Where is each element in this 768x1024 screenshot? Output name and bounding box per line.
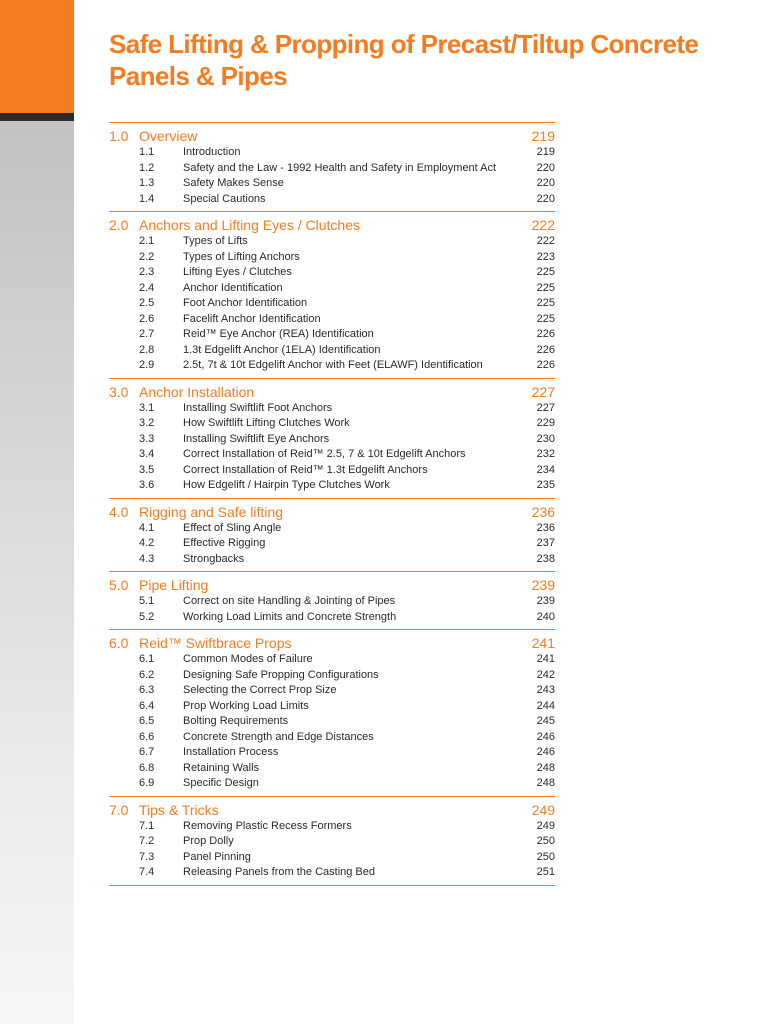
toc-entry-label: Correct on site Handling & Jointing of Pipes xyxy=(183,595,396,607)
toc-entry-number: 6.2 xyxy=(139,668,155,681)
toc-section-page: 219 xyxy=(531,128,555,144)
toc-entry[interactable] xyxy=(109,683,555,699)
toc-section-label: Reid™ Swiftbrace Props xyxy=(139,635,292,651)
toc-entry-label: 1.3t Edgelift Anchor (1ELA) Identification xyxy=(183,343,381,356)
toc-entry-label: Installation Process xyxy=(183,746,279,758)
toc-section-heading[interactable] xyxy=(109,216,555,234)
toc-entry[interactable] xyxy=(109,416,555,432)
toc-entry-label: Strongbacks xyxy=(183,552,245,565)
toc-section-page: 227 xyxy=(531,383,555,400)
toc-entry-number: 2.2 xyxy=(139,250,155,263)
toc-entry-page: 250 xyxy=(536,835,555,847)
toc-section-heading[interactable] xyxy=(109,383,555,401)
toc-section xyxy=(109,629,555,796)
toc-entry[interactable] xyxy=(109,776,555,792)
toc-entry-page: 223 xyxy=(536,250,555,263)
toc-entry-number: 2.3 xyxy=(139,266,155,278)
toc-entry-number: 6.3 xyxy=(139,684,155,696)
toc-entry[interactable] xyxy=(109,745,555,761)
toc-entry-number: 7.1 xyxy=(139,819,155,832)
toc-entry-page: 225 xyxy=(536,281,555,294)
toc-entry-label: 2.5t, 7t & 10t Edgelift Anchor with Feet (ELAWF) Identification xyxy=(183,359,483,371)
toc-entry-page: 225 xyxy=(536,297,555,309)
toc-entry-page: 245 xyxy=(536,715,555,727)
toc-section-label: Overview xyxy=(139,128,198,144)
toc-entry-number: 2.1 xyxy=(139,235,155,247)
toc-entry-label: Installing Swiftlift Foot Anchors xyxy=(183,401,333,414)
toc-entry-number: 6.8 xyxy=(139,761,155,774)
sidebar-gray-panel xyxy=(0,121,74,1024)
toc-entry-label: Lifting Eyes / Clutches xyxy=(183,266,292,278)
toc-entry-page: 232 xyxy=(536,448,555,460)
toc-section-heading[interactable] xyxy=(109,801,555,819)
toc-entry[interactable] xyxy=(109,865,555,881)
toc-entry-number: 2.4 xyxy=(139,281,155,294)
toc-entry-label: Selecting the Correct Prop Size xyxy=(183,684,337,696)
toc-entry-label: Bolting Requirements xyxy=(183,715,289,727)
toc-section-number: 3.0 xyxy=(109,383,129,400)
toc-entry-page: 219 xyxy=(536,146,555,158)
toc-entry-label: How Swiftlift Lifting Clutches Work xyxy=(183,417,350,429)
toc-entry-number: 3.5 xyxy=(139,463,155,476)
toc-entry-label: Types of Lifts xyxy=(183,235,248,247)
toc-entry[interactable] xyxy=(109,652,555,668)
toc-entry-label: Panel Pinning xyxy=(183,850,251,863)
toc-entry-label: Designing Safe Propping Configurations xyxy=(183,668,379,681)
toc-entry[interactable] xyxy=(109,478,555,494)
toc-entry-label: Foot Anchor Identification xyxy=(183,297,308,309)
toc-entry-page: 250 xyxy=(536,850,555,863)
toc-entry-page: 240 xyxy=(536,610,555,623)
toc-section-number: 5.0 xyxy=(109,577,129,593)
toc-entry-label: Correct Installation of Reid™ 1.3t Edgelift Anchors xyxy=(183,463,428,476)
toc-entry-label: Reid™ Eye Anchor (REA) Identification xyxy=(183,328,374,340)
toc-section-label: Tips & Tricks xyxy=(139,801,219,818)
sidebar-accent-block xyxy=(0,0,74,113)
toc-entry[interactable] xyxy=(109,281,555,297)
toc-entry[interactable] xyxy=(109,343,555,359)
toc-entry-page: 248 xyxy=(536,777,555,789)
sidebar-divider-bar xyxy=(0,113,74,121)
toc-entry-page: 249 xyxy=(536,819,555,832)
toc-entry[interactable] xyxy=(109,432,555,448)
toc-section xyxy=(109,378,555,498)
toc-entry[interactable] xyxy=(109,358,555,374)
toc-entry-label: Correct Installation of Reid™ 2.5, 7 & 10t Edgelift Anchors xyxy=(183,448,466,460)
toc-entry-number: 6.1 xyxy=(139,653,155,665)
toc-entry-number: 2.5 xyxy=(139,297,155,309)
toc-entry-number: 1.4 xyxy=(139,192,155,205)
toc-entry-label: Working Load Limits and Concrete Strength xyxy=(183,610,397,623)
toc-entry[interactable] xyxy=(109,296,555,312)
toc-entry-page: 248 xyxy=(536,761,555,774)
toc-section xyxy=(109,796,555,886)
toc-entry[interactable] xyxy=(109,145,555,161)
toc-entry-number: 7.2 xyxy=(139,835,155,847)
toc-entry-label: Special Cautions xyxy=(183,192,266,205)
toc-entry[interactable] xyxy=(109,401,555,417)
toc-entry-label: Effective Rigging xyxy=(183,537,266,549)
toc-entry-page: 237 xyxy=(536,537,555,549)
toc-entry[interactable] xyxy=(109,447,555,463)
toc-entry-number: 4.1 xyxy=(139,521,155,534)
toc-entry[interactable] xyxy=(109,234,555,250)
toc-entry-page: 242 xyxy=(536,668,555,681)
toc-entry-page: 234 xyxy=(536,463,555,476)
toc-entry[interactable] xyxy=(109,699,555,715)
toc-entry-page: 222 xyxy=(536,235,555,247)
toc-entry[interactable] xyxy=(109,834,555,850)
toc-entry-number: 1.3 xyxy=(139,177,155,189)
toc-entry-page: 239 xyxy=(536,595,555,607)
toc-entry-label: Prop Working Load Limits xyxy=(183,699,309,712)
toc-entry[interactable] xyxy=(109,536,555,552)
toc-section-label: Rigging and Safe lifting xyxy=(139,503,283,520)
toc-entry[interactable] xyxy=(109,730,555,746)
toc-entry-label: Safety Makes Sense xyxy=(183,177,284,189)
toc-section-number: 6.0 xyxy=(109,635,129,651)
toc-section-number: 7.0 xyxy=(109,801,129,818)
toc-entry[interactable] xyxy=(109,161,555,177)
toc-section-heading[interactable] xyxy=(109,576,555,594)
toc-entry-page: 220 xyxy=(536,192,555,205)
toc-section xyxy=(109,571,555,629)
toc-entry[interactable] xyxy=(109,668,555,684)
toc-entry-number: 2.9 xyxy=(139,359,155,371)
table-of-contents xyxy=(109,122,555,886)
toc-entry[interactable] xyxy=(109,850,555,866)
toc-entry-number: 5.2 xyxy=(139,610,155,623)
toc-entry-number: 3.1 xyxy=(139,401,155,414)
toc-entry-page: 225 xyxy=(536,312,555,325)
page-title: Safe Lifting & Propping of Precast/Tiltup Concrete Panels & Pipes xyxy=(109,29,699,91)
toc-entry-number: 6.9 xyxy=(139,777,155,789)
toc-section xyxy=(109,498,555,572)
toc-entry-number: 3.4 xyxy=(139,448,155,460)
toc-entry-label: Specific Design xyxy=(183,777,259,789)
toc-entry-number: 7.3 xyxy=(139,850,155,863)
toc-entry-label: Prop Dolly xyxy=(183,835,234,847)
toc-entry[interactable] xyxy=(109,610,555,626)
toc-entry-page: 225 xyxy=(536,266,555,278)
toc-entry-number: 1.1 xyxy=(139,146,155,158)
toc-entry-label: Effect of Sling Angle xyxy=(183,521,282,534)
toc-section-number: 4.0 xyxy=(109,503,129,520)
toc-entry[interactable] xyxy=(109,761,555,777)
toc-entry-number: 1.2 xyxy=(139,161,155,174)
toc-entry[interactable] xyxy=(109,192,555,208)
toc-section-page: 236 xyxy=(531,503,555,520)
toc-entry-page: 226 xyxy=(536,328,555,340)
toc-entry-page: 220 xyxy=(536,161,555,174)
toc-entry-number: 6.5 xyxy=(139,715,155,727)
toc-entry[interactable] xyxy=(109,552,555,568)
toc-entry-number: 4.3 xyxy=(139,552,155,565)
toc-entry-label: Introduction xyxy=(183,146,241,158)
toc-entry[interactable] xyxy=(109,819,555,835)
toc-section-page: 241 xyxy=(531,635,555,651)
toc-section-label: Anchor Installation xyxy=(139,383,255,400)
toc-entry-label: Anchor Identification xyxy=(183,281,283,294)
toc-section-page: 239 xyxy=(531,577,555,593)
toc-section-label: Anchors and Lifting Eyes / Clutches xyxy=(139,217,361,233)
toc-entry-label: Concrete Strength and Edge Distances xyxy=(183,730,374,743)
toc-entry-page: 241 xyxy=(536,653,555,665)
toc-entry[interactable] xyxy=(109,327,555,343)
toc-entry-page: 244 xyxy=(536,699,555,712)
toc-entry-label: Common Modes of Failure xyxy=(183,653,313,665)
toc-entry[interactable] xyxy=(109,714,555,730)
toc-entry-page: 251 xyxy=(536,866,555,878)
toc-entry-label: How Edgelift / Hairpin Type Clutches Work xyxy=(183,479,390,491)
toc-entry-page: 226 xyxy=(536,343,555,356)
toc-section-number: 2.0 xyxy=(109,217,129,233)
toc-entry-number: 3.2 xyxy=(139,417,155,429)
toc-entry-number: 7.4 xyxy=(139,866,155,878)
toc-entry-number: 2.7 xyxy=(139,328,155,340)
toc-entry[interactable] xyxy=(109,265,555,281)
toc-entry-number: 3.3 xyxy=(139,432,155,445)
toc-entry-label: Installing Swiftlift Eye Anchors xyxy=(183,432,330,445)
toc-entry-page: 235 xyxy=(536,479,555,491)
toc-entry-page: 246 xyxy=(536,746,555,758)
toc-entry-number: 6.6 xyxy=(139,730,155,743)
toc-section-heading[interactable] xyxy=(109,503,555,521)
toc-entry-page: 220 xyxy=(536,177,555,189)
toc-entry-page: 229 xyxy=(536,417,555,429)
toc-section-heading[interactable] xyxy=(109,127,555,145)
toc-entry[interactable] xyxy=(109,594,555,610)
toc-entry-number: 3.6 xyxy=(139,479,155,491)
toc-entry-label: Retaining Walls xyxy=(183,761,260,774)
toc-entry-page: 226 xyxy=(536,359,555,371)
toc-entry-number: 4.2 xyxy=(139,537,155,549)
toc-entry-page: 236 xyxy=(536,521,555,534)
toc-entry-label: Types of Lifting Anchors xyxy=(183,250,300,263)
toc-section xyxy=(109,122,555,211)
toc-section-page: 222 xyxy=(531,217,555,233)
toc-entry-page: 246 xyxy=(536,730,555,743)
toc-section-heading[interactable] xyxy=(109,634,555,652)
toc-entry-page: 227 xyxy=(536,401,555,414)
toc-entry-number: 2.6 xyxy=(139,312,155,325)
toc-entry[interactable] xyxy=(109,176,555,192)
toc-entry-page: 230 xyxy=(536,432,555,445)
toc-section-label: Pipe Lifting xyxy=(139,577,209,593)
toc-entry-label: Safety and the Law - 1992 Health and Safety in Employment Act xyxy=(183,161,497,174)
toc-entry-number: 2.8 xyxy=(139,343,155,356)
toc-section-number: 1.0 xyxy=(109,128,129,144)
toc-entry-label: Facelift Anchor Identification xyxy=(183,312,321,325)
toc-entry[interactable] xyxy=(109,463,555,479)
toc-entry-page: 243 xyxy=(536,684,555,696)
toc-entry-number: 6.4 xyxy=(139,699,155,712)
toc-entry-number: 5.1 xyxy=(139,595,155,607)
toc-entry-label: Removing Plastic Recess Formers xyxy=(183,819,352,832)
toc-section-page: 249 xyxy=(531,801,555,818)
toc-entry-label: Releasing Panels from the Casting Bed xyxy=(183,866,375,878)
toc-entry-number: 6.7 xyxy=(139,746,155,758)
toc-section xyxy=(109,211,555,378)
toc-entry-page: 238 xyxy=(536,552,555,565)
toc-entry[interactable] xyxy=(109,521,555,537)
toc-entry[interactable] xyxy=(109,312,555,328)
toc-entry[interactable] xyxy=(109,250,555,266)
